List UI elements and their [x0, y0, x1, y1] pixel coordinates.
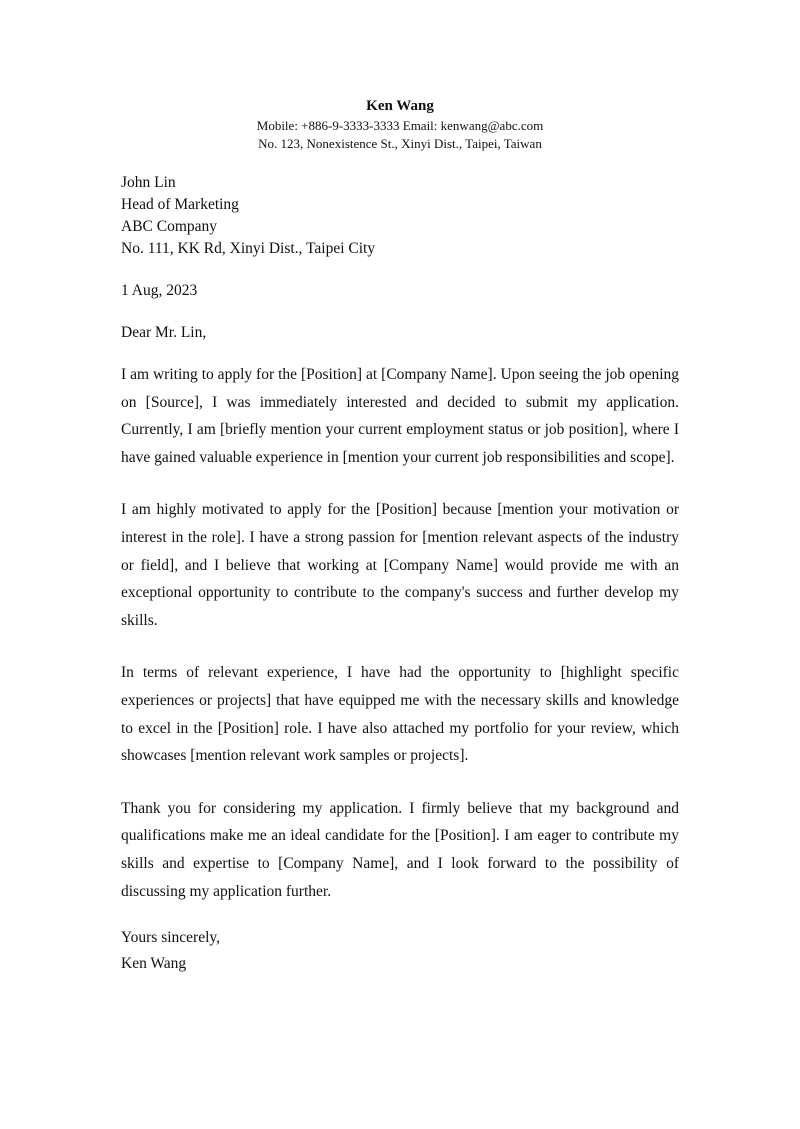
sender-contact-line: Mobile: +886-9-3333-3333 Email: kenwang@abc.com [256, 118, 544, 133]
letter-date: 1 Aug, 2023 [121, 282, 198, 299]
body-paragraph-3: In terms of relevant experience, I have had the opportunity to [highlight specific experiences or projects] that have equipped me with the necessary skills and knowledge to excel in the [Position] role. I have also attached my portfolio for your review, which showcases [mention relevant work samples or projects]. [121, 664, 679, 765]
recipient-title: Head of Marketing [121, 196, 239, 213]
body-paragraph-2: I am highly motivated to apply for the [Position] because [mention your motivation or interest in the role]. I have a strong passion for [mention relevant aspects of the industry or field], and I believe that working at [Company Name] would provide me with an exceptional opportunity to contribute to the company's success and further develop my skills. [121, 501, 679, 629]
closing-block [121, 925, 679, 977]
recipient-address: No. 111, KK Rd, Xinyi Dist., Taipei City [121, 240, 376, 257]
sender-header [0, 96, 800, 153]
sender-address-line: No. 123, Nonexistence St., Xinyi Dist., Taipei, Taiwan [258, 136, 542, 151]
salutation: Dear Mr. Lin, [121, 324, 207, 341]
signature-name: Ken Wang [121, 955, 187, 973]
body-paragraph-4: Thank you for considering my application. I firmly believe that my background and qualifications make me an ideal candidate for the [Position]. I am eager to contribute my skills and expertise to [Company Name], and I look forward to the possibility of discussing my application further. [121, 799, 679, 900]
recipient-company: ABC Company [121, 218, 218, 235]
valediction: Yours sincerely, [121, 929, 221, 947]
sender-name: Ken Wang [366, 98, 434, 114]
letter-body [121, 172, 679, 977]
body-paragraph-1: I am writing to apply for the [Position] at [Company Name]. Upon seeing the job opening on [Source], I was immediately interested and decided to submit my application. Currently, I am [briefly mention your current employment status or job position], where I have gained valuable experience in [mention your current job responsibilities and scope]. [121, 366, 679, 466]
recipient-block [121, 172, 679, 260]
recipient-name: John Lin [121, 174, 176, 191]
